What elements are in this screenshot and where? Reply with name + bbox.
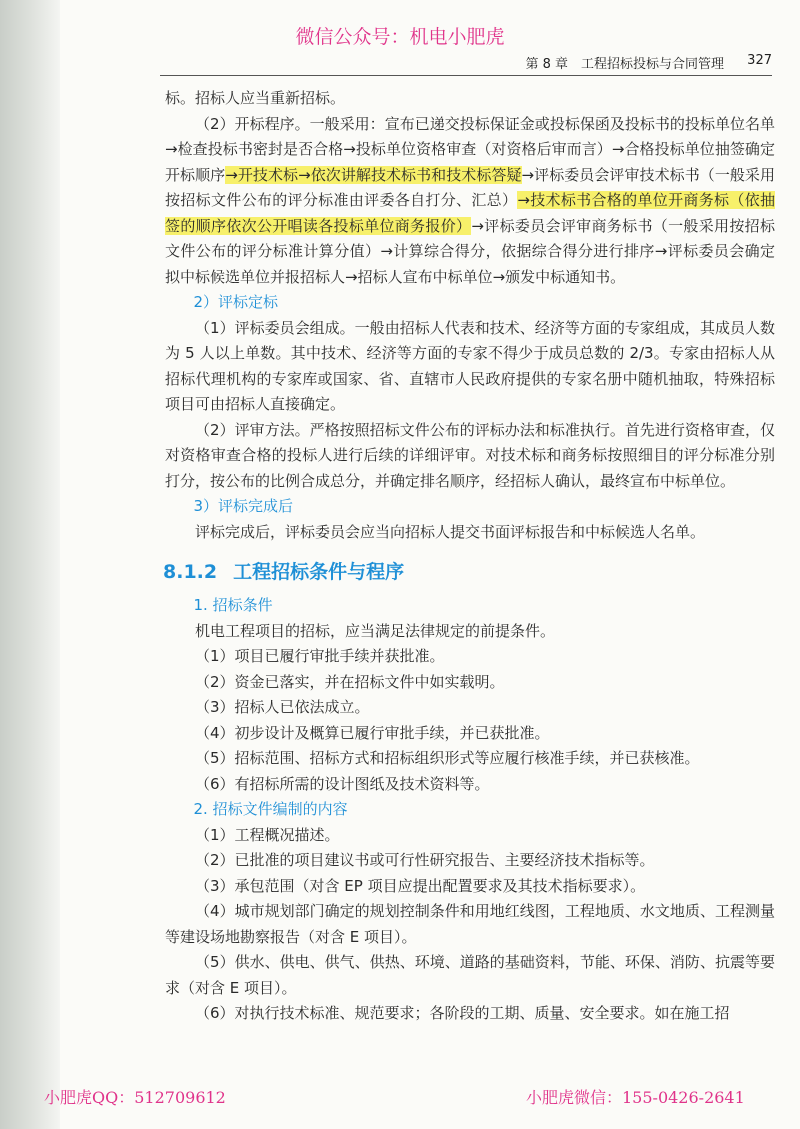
header-rule: [160, 75, 772, 76]
condition-item: （4）初步设计及概算已履行审批手续，并已获批准。: [195, 723, 550, 742]
bid-opening-text-a: （2）开标程序。一般采用：宣布已递交投标保证金或投标保函及投标书的投标单位名单→检查投标书密封是否合格→投标单位资格审查（对资格后审而言）→合格投标单位抽签确定开标顺序: [165, 114, 775, 184]
heading-evaluation: 2）评标定标: [193, 293, 279, 311]
condition-item: （6）有招标所需的设计图纸及技术资料等。: [195, 774, 490, 793]
document-item: （5）供水、供电、供气、供热、环境、道路的基础资料，节能、环保、消防、抗震等要求（对含 E 项目）。: [165, 953, 775, 997]
watermark-top: 微信公众号：机电小肥虎: [295, 26, 505, 48]
section-heading: [163, 559, 775, 585]
page-number: 327: [747, 53, 772, 68]
watermark-wechat: 小肥虎微信：155-0426-2641: [526, 1088, 745, 1107]
page-body: [165, 86, 775, 1027]
paragraph-continued: 标。招标人应当重新招标。: [165, 89, 346, 107]
condition-item: （1）项目已履行审批手续并获批准。: [195, 647, 445, 665]
section-title: 工程招标条件与程序: [233, 561, 405, 583]
heading-bid-documents: 2. 招标文件编制的内容: [193, 800, 348, 818]
paragraph-bid-opening: [165, 112, 775, 291]
paragraph-review-method: （2）评审方法。严格按照招标文件公布的评标办法和标准执行。首先进行资格审查，仅对资格审查合格的投标人进行后续的详细评审。对技术标和商务标按照细目的评分标准分别打分，按公布的比例合成总分，并确定排名顺序，经招标人确认，最终宣布中标单位。: [165, 420, 775, 490]
condition-item: （5）招标范围、招标方式和招标组织形式等应履行核准手续，并已获核准。: [195, 749, 700, 767]
document-item: （1）工程概况描述。: [195, 825, 340, 844]
paragraph-committee: （1）评标委员会组成。一般由招标人代表和技术、经济等方面的专家组成，其成员人数为 5 人以上单数。其中技术、经济等方面的专家不得少于成员总数的 2/3。专家由招标人从招标代理机构的专家库或国家、省、直辖市人民政府提供的专家名册中随机抽取，特殊招标项目可由招标人直接确定。: [165, 318, 775, 413]
heading-after-evaluation: 3）评标完成后: [193, 497, 294, 515]
section-number: 8.1.2: [163, 561, 218, 583]
document-item: （2）已批准的项目建议书或可行性研究报告、主要经济技术指标等。: [195, 851, 655, 869]
watermark-qq: 小肥虎QQ：512709612: [44, 1088, 226, 1107]
condition-item: （2）资金已落实，并在招标文件中如实载明。: [195, 672, 505, 691]
bid-opening-text-b: →评标委员会评审技术标书（一般采用按招标文件公布的评分标准由评委各自打分、汇总）: [165, 165, 775, 209]
page-spine-shadow: [0, 0, 60, 1129]
document-item: （6）对执行技术标准、规范要求；各阶段的工期、质量、安全要求。如在施工招: [195, 1004, 730, 1022]
heading-conditions: 1. 招标条件: [193, 596, 273, 614]
paragraph-conditions-intro: 机电工程项目的招标，应当满足法律规定的前提条件。: [195, 621, 556, 640]
condition-item: （3）招标人已依法成立。: [195, 698, 370, 716]
paragraph-after-evaluation: 评标完成后，评标委员会应当向招标人提交书面评标报告和中标候选人名单。: [195, 522, 706, 541]
chapter-title: 第 8 章 工程招标投标与合同管理: [525, 57, 724, 72]
highlight-commercial-bid: →技术标书合格的单位开商务标（依抽签的顺序依次公开唱读各投标单位商务报价）: [165, 191, 775, 235]
document-item: （3）承包范围（对含 EP 项目应提出配置要求及其技术指标要求）。: [195, 876, 646, 895]
document-item: （4）城市规划部门确定的规划控制条件和用地红线图，工程地质、水文地质、工程测量等建设场地勘察报告（对含 E 项目）。: [165, 902, 775, 946]
highlight-technical-bid: →开技术标→依次讲解技术标书和技术标答疑: [225, 165, 522, 184]
bid-opening-text-c: →评标委员会评审商务标书（一般采用按招标文件公布的评分标准计算分值）→计算综合得分，依据综合得分进行排序→评标委员会确定拟中标候选单位并报招标人→招标人宣布中标单位→颁发中标通知书。: [165, 216, 775, 286]
running-header: [160, 53, 772, 71]
